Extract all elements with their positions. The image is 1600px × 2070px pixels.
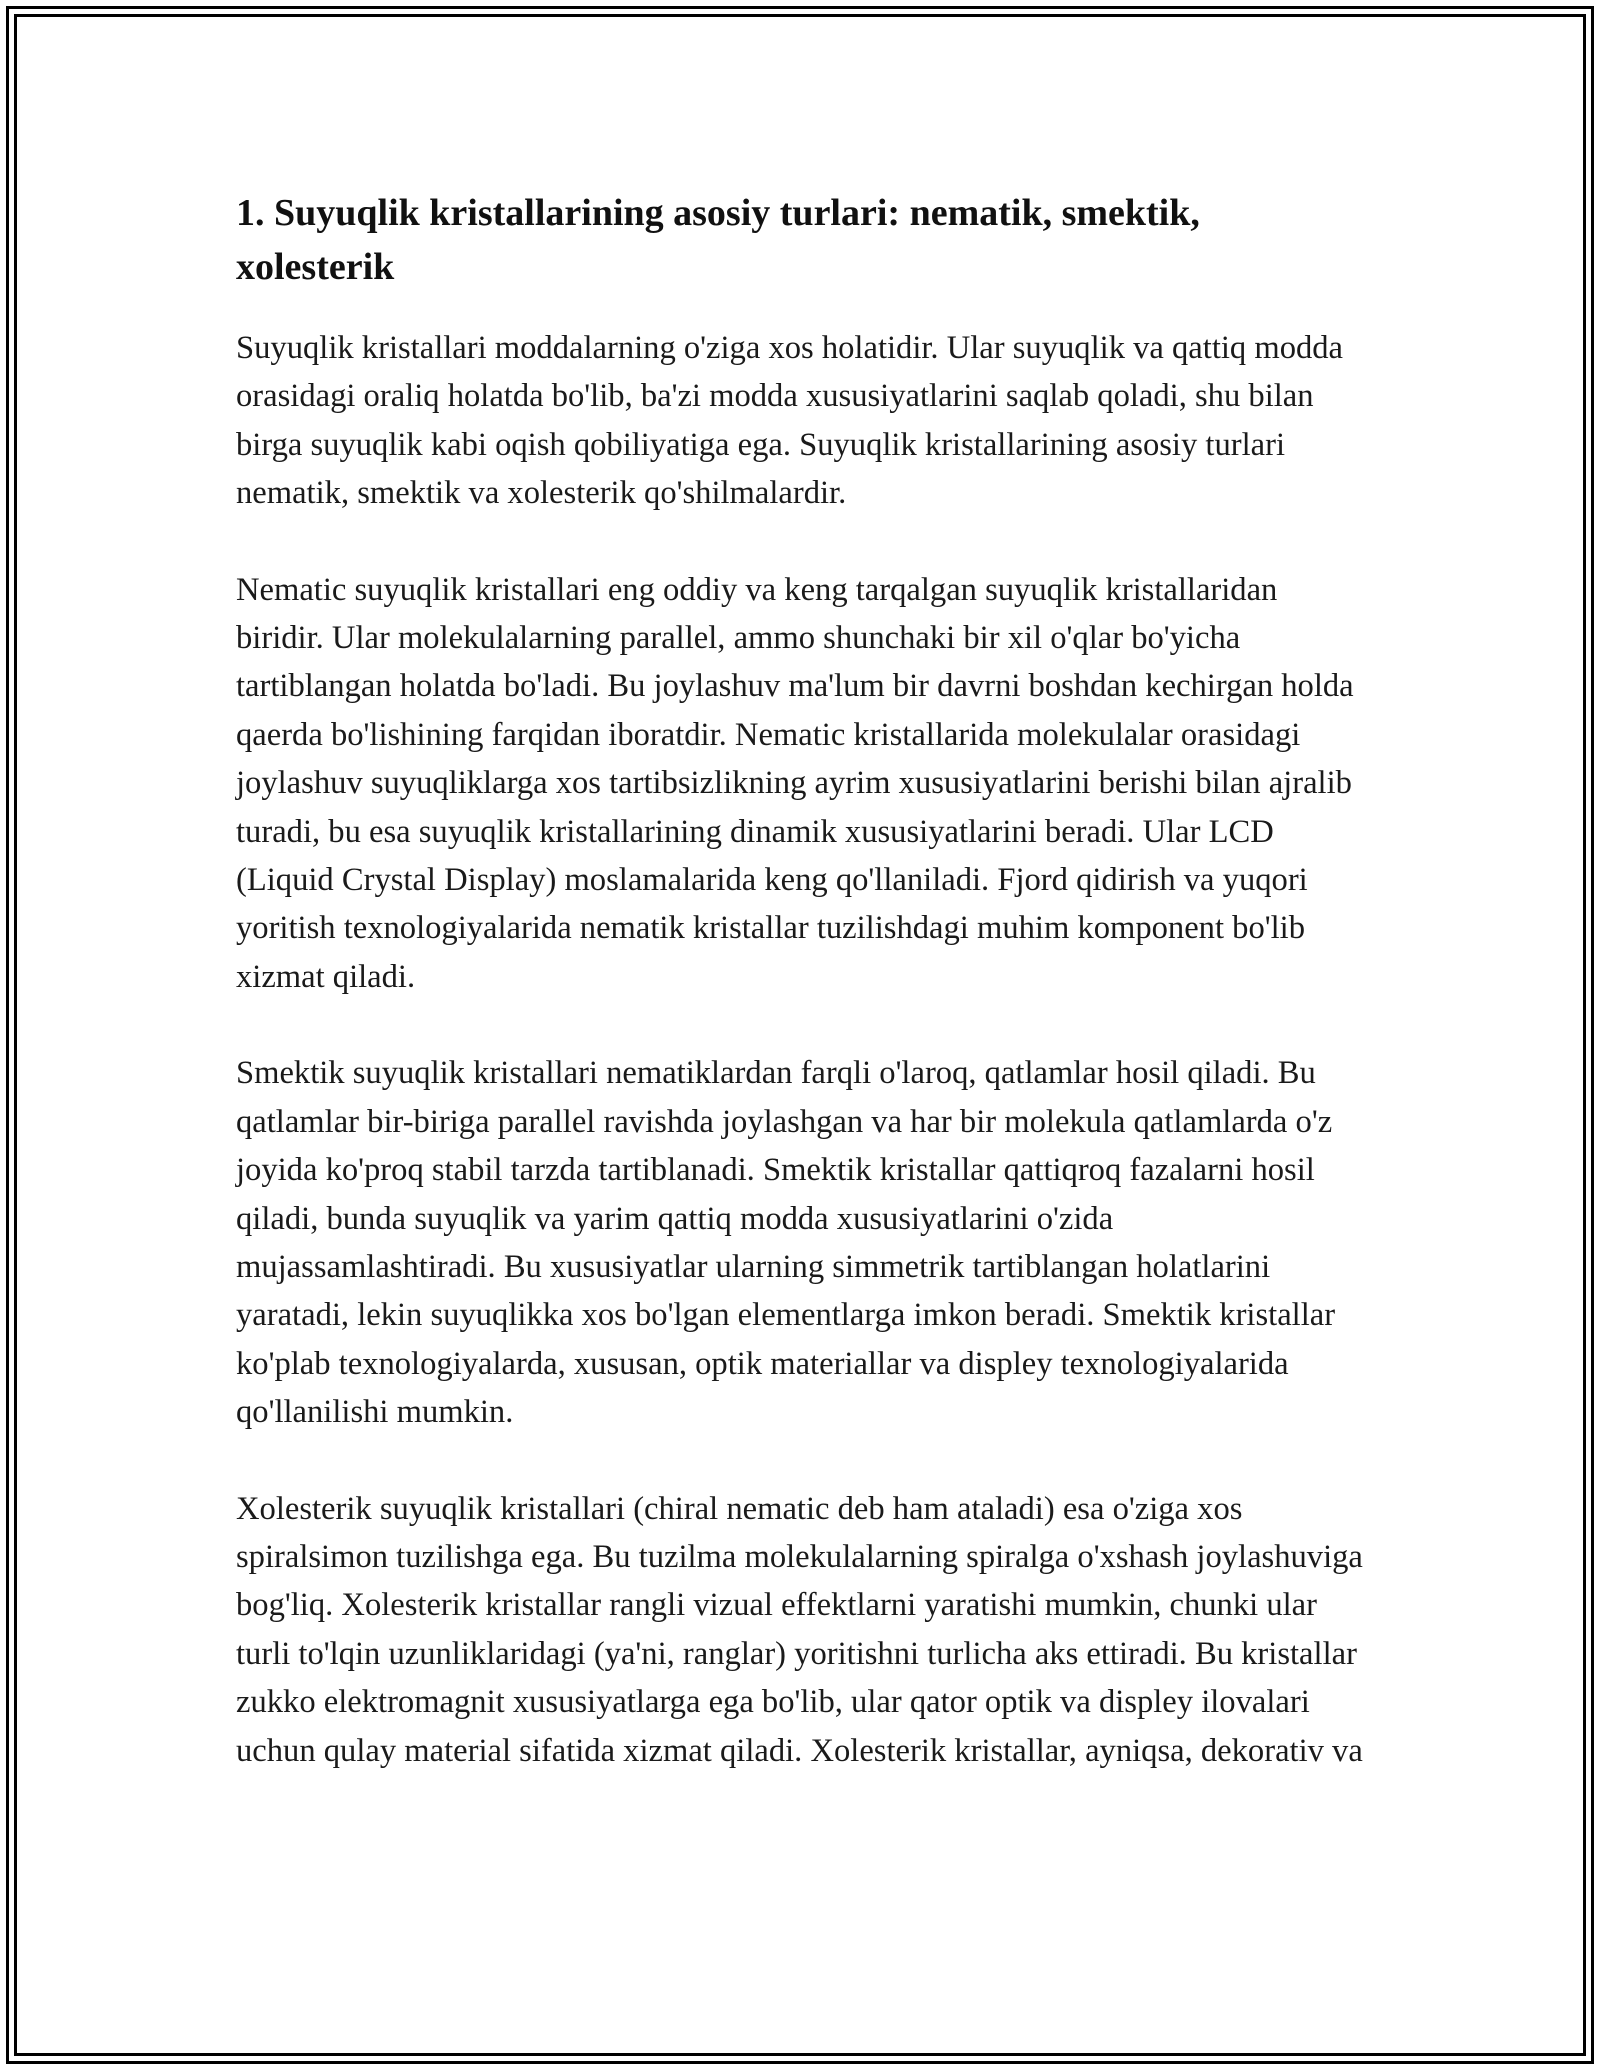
paragraph-cholesteric: Xolesterik suyuqlik kristallari (chiral nematic deb ham ataladi) esa o'ziga xos spiralsimon tuzilishga ega. Bu tuzilma molekulalarning spiralga o'xshash joylashuviga bog'liq. Xolesterik kristallar rangli vizual effektlarni yaratishi mumkin, chunki ular turli to'lqin uzunliklaridagi (ya'ni, ranglar) yoritishni turlicha aks ettiradi. Bu kristallar zukko elektromagnit xususiyatlarga ega bo'lib, ular qator optik va displey ilovalari uchun qulay material sifatida xizmat qiladi. Xolesterik kristallar, ayniqsa, dekorativ va — [236, 1490, 1363, 1769]
document-body — [236, 186, 1366, 1823]
paragraph-smectic: Smektik suyuqlik kristallari nematiklardan farqli o'laroq, qatlamlar hosil qiladi. Bu qatlamlar bir-biriga parallel ravishda joylashgan va har bir molekula qatlamlarda o'z joyida ko'proq stabil tarzda tartiblanadi. Smektik kristallar qattiqroq fazalarni hosil qiladi, bunda suyuqlik va yarim qattiq modda xususiyatlarini o'zida mujassamlashtiradi. Bu xususiyatlar ularning simmetrik tartiblangan holatlarini yaratadi, lekin suyuqlikka xos bo'lgan elementlarga imkon beradi. Smektik kristallar ko'plab texnologiyalarda, xususan, optik materiallar va displey texnologiyalarida qo'llanilishi mumkin. — [236, 1055, 1336, 1431]
section-heading: 1. Suyuqlik kristallarining asosiy turlari: nematik, smektik, xolesterik — [236, 192, 1200, 288]
paragraph-nematic: Nematic suyuqlik kristallari eng oddiy va keng tarqalgan suyuqlik kristallaridan biridir. Ular molekulalarning parallel, ammo shunchaki bir xil o'qlar bo'yicha tartiblangan holatda bo'ladi. Bu joylashuv ma'lum bir davrni boshdan kechirgan holda qaerda bo'lishining farqidan iboratdir. Nematic kristallarida molekulalar orasidagi joylashuv suyuqliklarga xos tartibsizlikning ayrim xususiyatlarini berishi bilan ajralib turadi, bu esa suyuqlik kristallarining dinamik xususiyatlarini beradi. Ular LCD (Liquid Crystal Display) moslamalarida keng qo'llaniladi. Fjord qidirish va yuqori yoritish texnologiyalarida nematik kristallar tuzilishdagi muhim komponent bo'lib xizmat qiladi. — [236, 571, 1354, 995]
paragraph-intro: Suyuqlik kristallari moddalarning o'ziga xos holatidir. Ular suyuqlik va qattiq modda orasidagi oraliq holatda bo'lib, ba'zi modda xususiyatlarini saqlab qoladi, shu bilan birga suyuqlik kabi oqish qobiliyatiga ega. Suyuqlik kristallarining asosiy turlari nematik, smektik va xolesterik qo'shilmalardir. — [236, 330, 1344, 512]
